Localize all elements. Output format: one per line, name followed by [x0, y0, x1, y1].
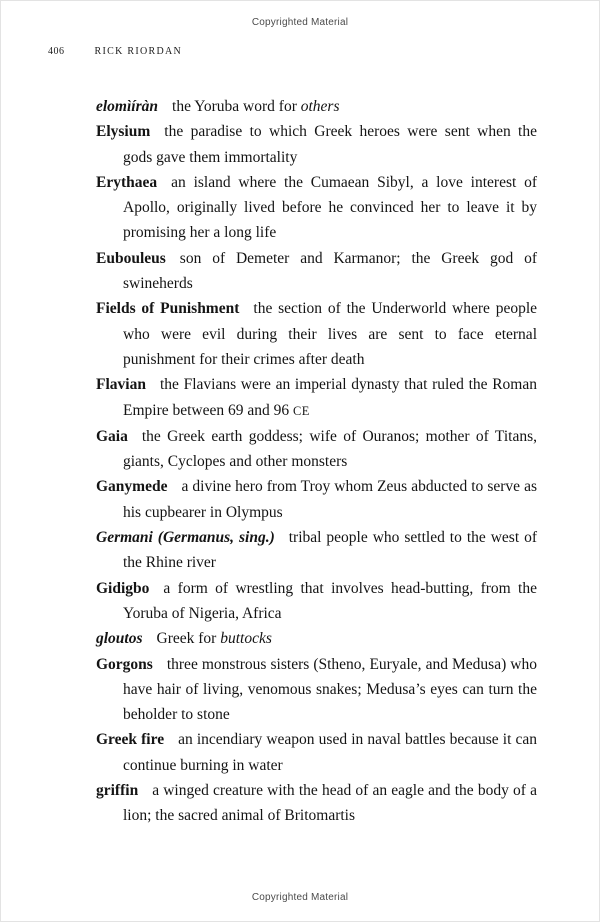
definition-text: Greek for — [156, 630, 221, 648]
glossary-term: Germani (Germanus, sing.) — [96, 529, 275, 547]
definition-text: others — [300, 98, 340, 115]
definition-text: the paradise to which Greek heroes were sent when the gods gave them immortality — [123, 123, 537, 166]
glossary-definition — [172, 98, 339, 115]
glossary-entry — [96, 474, 537, 525]
glossary-term: griffin — [96, 782, 139, 800]
page-number: 406 — [48, 46, 65, 57]
definition-text: three monstrous sisters (Stheno, Euryale, and Medusa) who have hair of living, venomous snakes; Medusa’s eyes can turn the beholder to stone — [123, 655, 537, 724]
glossary-term: elomìíràn — [96, 98, 159, 115]
glossary-term: Gidigbo — [96, 579, 150, 597]
definition-text: the Greek earth goddess; wife of Ouranos; mother of Titans, giants, Cyclopes and other monsters — [123, 427, 537, 471]
glossary-definition — [123, 580, 537, 622]
glossary-entry — [96, 170, 537, 246]
glossary-definition — [123, 174, 537, 242]
definition-text: the section of the Underworld where people who were evil during their lives are sent to face eternal punishment for their crimes after death — [123, 300, 538, 368]
glossary-definition — [123, 376, 537, 418]
copyright-notice-top: Copyrighted Material — [251, 17, 349, 28]
glossary-term: gloutos — [96, 630, 143, 648]
glossary-term: Fields of Punishment — [96, 300, 240, 318]
running-header — [48, 46, 182, 57]
author-name: RICK RIORDAN — [94, 46, 183, 57]
glossary-term: Ganymede — [96, 478, 168, 496]
glossary-definition — [123, 782, 537, 824]
definition-text: the Flavians were an imperial dynasty that ruled the Roman Empire between 69 and 96 — [123, 376, 537, 419]
definition-text: tribal people who settled to the west of the Rhine river — [123, 529, 538, 572]
definition-text: a form of wrestling that involves head-butting, from the Yoruba of Nigeria, Africa — [123, 579, 537, 622]
glossary-term: Gorgons — [96, 655, 153, 673]
glossary-definition — [123, 656, 537, 724]
glossary-term: Elysium — [96, 123, 151, 141]
glossary-definition — [123, 250, 537, 292]
glossary-entry — [96, 652, 537, 728]
glossary-entry — [96, 372, 537, 424]
glossary-entry — [96, 424, 537, 475]
definition-text: a winged creature with the head of an eagle and the body of a lion; the sacred animal of Britomartis — [123, 782, 537, 825]
definition-text: an island where the Cumaean Sibyl, a love interest of Apollo, originally lived before he convinced her to leave it by promising her a long life — [123, 173, 537, 242]
glossary-definition — [123, 731, 537, 773]
glossary-list — [96, 94, 537, 829]
glossary-definition — [123, 123, 537, 165]
glossary-term: Flavian — [96, 376, 146, 394]
glossary-term: Eubouleus — [96, 249, 166, 267]
glossary-definition — [157, 630, 272, 647]
glossary-entry — [96, 296, 537, 372]
glossary-entry — [96, 525, 537, 576]
glossary-term: Gaia — [96, 427, 128, 445]
glossary-term: Erythaea — [96, 173, 158, 191]
glossary-entry — [96, 119, 537, 170]
glossary-term: Greek fire — [96, 731, 165, 749]
glossary-definition — [123, 478, 537, 520]
glossary-definition — [123, 428, 537, 470]
definition-text: CE — [293, 403, 310, 418]
glossary-entry — [96, 727, 537, 778]
glossary-entry — [96, 626, 537, 651]
definition-text: an incendiary weapon used in naval battles because it can continue burning in water — [123, 731, 537, 774]
glossary-entry — [96, 246, 537, 297]
definition-text: the Yoruba word for — [172, 98, 301, 115]
glossary-entry — [96, 94, 537, 119]
glossary-entry — [96, 778, 537, 829]
definition-text: buttocks — [220, 630, 272, 648]
glossary-entry — [96, 576, 537, 627]
definition-text: son of Demeter and Karmanor; the Greek god of swineherds — [123, 249, 537, 293]
copyright-notice-bottom: Copyrighted Material — [251, 892, 349, 903]
definition-text: a divine hero from Troy whom Zeus abducted to serve as his cupbearer in Olympus — [123, 478, 537, 521]
